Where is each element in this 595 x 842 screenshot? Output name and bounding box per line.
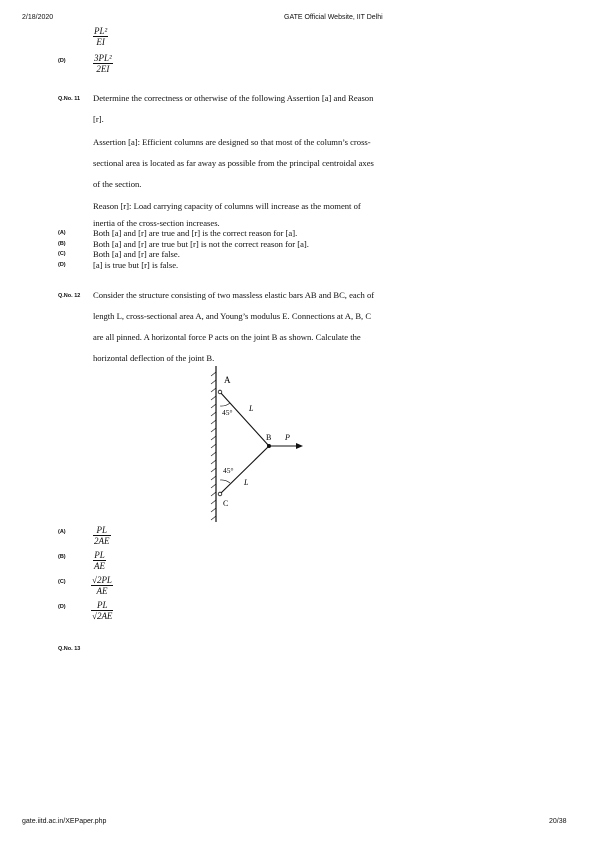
option-row[interactable] [58, 249, 438, 260]
label-l-top: L [249, 404, 254, 413]
angle-label-top: 45° [222, 408, 233, 417]
truss-figure [200, 362, 310, 524]
prev-option-d-fraction [93, 53, 113, 74]
option-label: (A) [58, 529, 66, 535]
option-label: (B) [58, 554, 66, 560]
prev-option-c-fraction [93, 26, 108, 47]
option-label: (C) [58, 579, 66, 585]
force-arrow-head [296, 443, 303, 449]
question-12-stem [93, 285, 435, 369]
option-label: (B) [58, 240, 66, 247]
option-row[interactable] [58, 260, 438, 271]
prev-option-d-label: (D) [58, 58, 66, 64]
option-d-fraction[interactable] [91, 600, 113, 621]
fraction-denominator: 2AE [94, 535, 110, 546]
option-label: (C) [58, 251, 66, 257]
option-a-fraction[interactable] [93, 525, 111, 546]
fraction-denominator: AE [96, 585, 108, 596]
fraction-numerator: 3PL² [94, 53, 112, 63]
label-p: P [285, 433, 290, 442]
label-b: B [266, 433, 272, 442]
assertion-text [93, 132, 435, 195]
fraction-denominator: √2AE [92, 610, 113, 621]
question-number: Q.No. 13 [58, 646, 81, 652]
fraction-numerator: PL [94, 550, 105, 560]
fraction-numerator: PL [96, 525, 107, 535]
stem-line: are all pinned. A horizontal force P acts on the joint B as shown. Calculate the [93, 332, 361, 342]
pin-a [218, 390, 222, 394]
page-number: 20/38 [549, 818, 567, 825]
question-11-stem [93, 88, 435, 130]
label-c: C [223, 499, 229, 508]
fraction-numerator: √2PL [92, 575, 112, 585]
site-title: GATE Official Website, IIT Delhi [284, 14, 383, 21]
stem-line: horizontal deflection of the joint B. [93, 353, 215, 363]
option-label: (D) [58, 604, 66, 610]
question-11-options [58, 228, 438, 270]
print-date: 2/18/2020 [22, 14, 54, 21]
stem-line: Determine the correctness or otherwise of the following Assertion [a] and Reason [93, 93, 374, 103]
reason-text-cont: inertia of the cross-section increases. [93, 218, 220, 228]
option-b-fraction[interactable] [93, 550, 106, 571]
footer-url[interactable]: gate.iitd.ac.in/XEPaper.php [22, 818, 107, 825]
label-a: A [224, 375, 231, 385]
pin-c [218, 492, 222, 496]
question-number: Q.No. 11 [58, 96, 81, 102]
stem-line: Consider the structure consisting of two massless elastic bars AB and BC, each of [93, 290, 375, 300]
bar-ab [220, 392, 272, 446]
option-text: [a] is true but [r] is false. [93, 259, 179, 270]
option-label: (A) [58, 230, 66, 236]
reason-text [93, 196, 435, 217]
fraction-numerator: PL [96, 600, 108, 610]
option-text: Both [a] and [r] are true and [r] is the correct reason for [a]. [93, 228, 298, 238]
fraction-denominator: EI [96, 36, 105, 47]
label-l-bottom: L [244, 478, 249, 487]
option-row[interactable] [58, 228, 438, 239]
angle-arc-top [220, 403, 230, 406]
question-number: Q.No. 12 [58, 293, 81, 299]
wall-hatching [211, 372, 216, 520]
angle-arc-bottom [220, 480, 230, 483]
fraction-denominator: 2EI [96, 63, 110, 74]
fraction-numerator: PL² [94, 26, 108, 36]
assertion-line: sectional area is located as far away as possible from the principal centroidal axes [93, 158, 374, 168]
option-row[interactable] [58, 239, 438, 250]
reason-line: Reason [r]: Load carrying capacity of columns will increase as the moment of [93, 201, 361, 211]
fraction-denominator: AE [94, 560, 105, 571]
option-label: (D) [58, 261, 66, 268]
assertion-line: Assertion [a]: Efficient columns are designed so that most of the column’s cross- [93, 137, 371, 147]
option-text: Both [a] and [r] are true but [r] is not the correct reason for [a]. [93, 238, 309, 249]
angle-label-bottom: 45° [223, 466, 234, 475]
assertion-line: of the section. [93, 179, 142, 189]
stem-line: length L, cross-sectional area A, and Young’s modulus E. Connections at A, B, C [93, 311, 372, 321]
option-c-fraction[interactable] [91, 575, 113, 596]
option-text: Both [a] and [r] are false. [93, 249, 180, 259]
stem-line: [r]. [93, 114, 104, 124]
